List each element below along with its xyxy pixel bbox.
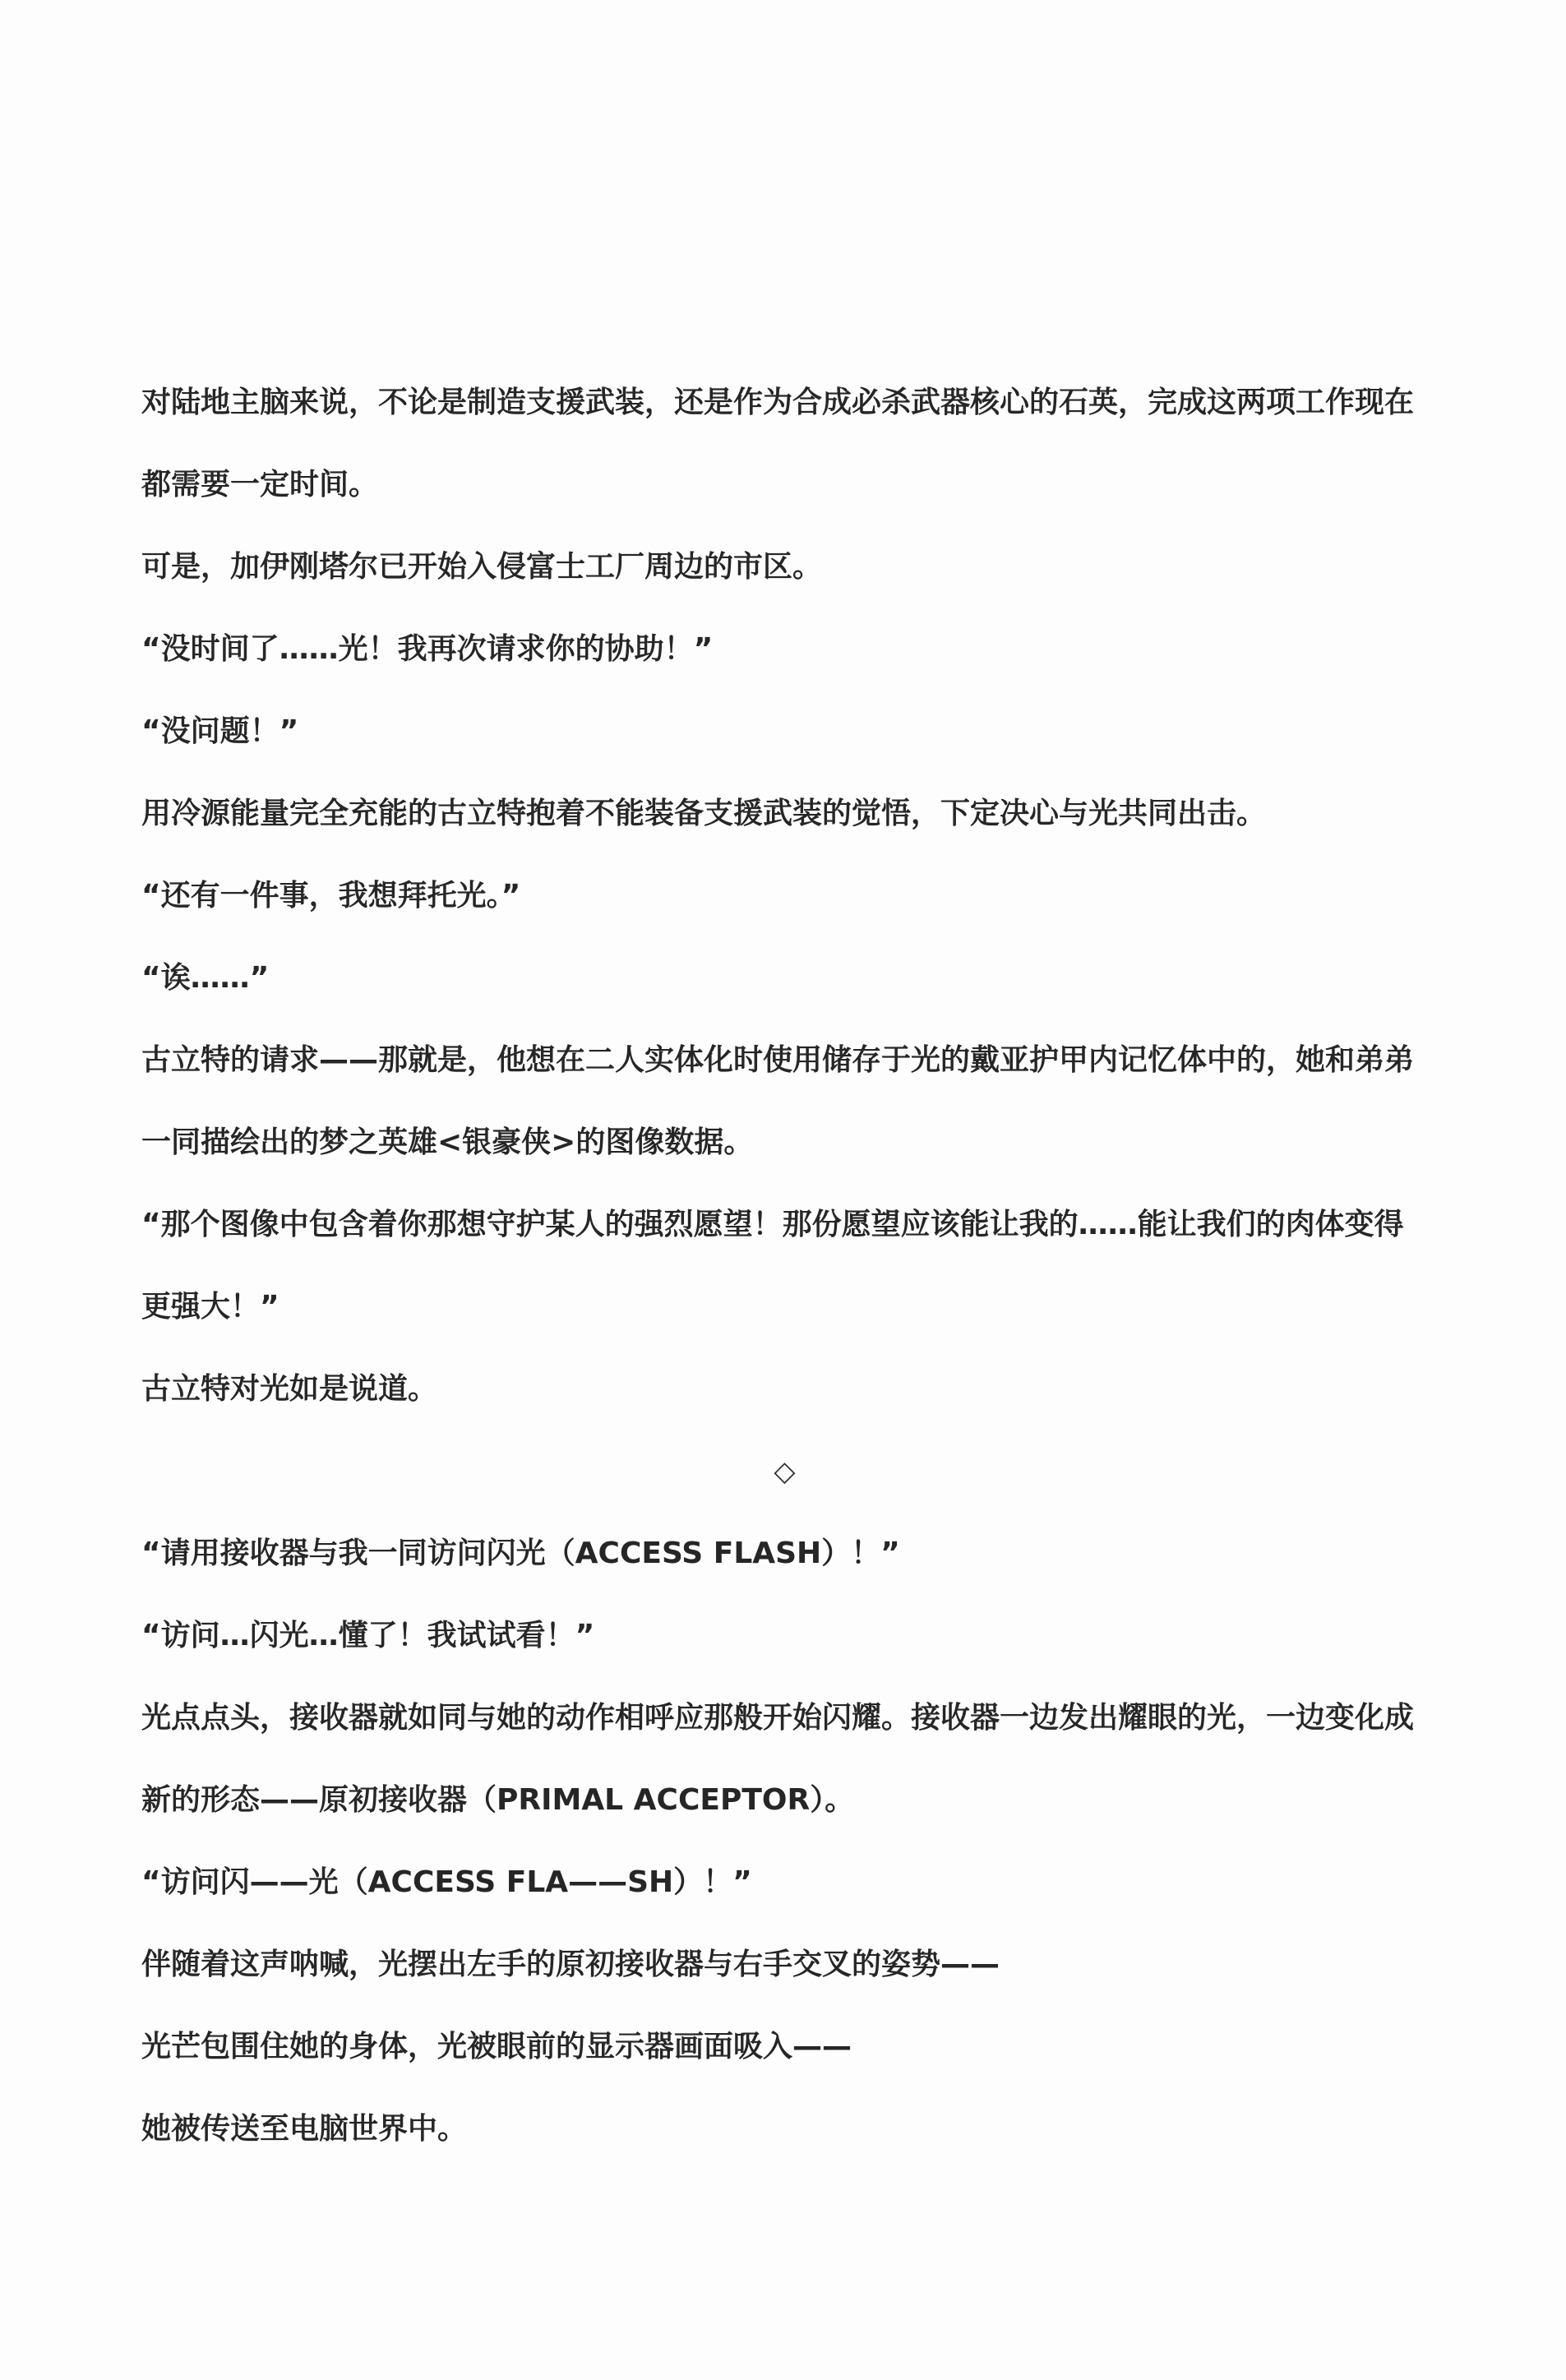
paragraph: “访问…闪光…懂了！我试试看！” [141,1619,595,1652]
paragraph: 她被传送至电脑世界中。 [141,2112,468,2146]
paragraph: 用冷源能量完全充能的古立特抱着不能装备支援武装的觉悟，下定决心与光共同出击。 [141,797,1267,830]
paragraph: 可是，加伊刚塔尔已开始入侵富士工厂周边的市区。 [141,550,823,584]
paragraph: “请用接收器与我一同访问闪光（ACCESS FLASH）！” [141,1537,900,1570]
paragraph: “没时间了……光！我再次请求你的协助！” [141,632,714,666]
paragraph: 对陆地主脑来说，不论是制造支援武装，还是作为合成必杀武器核心的石英，完成这两项工作现在都需要一定时间。 [141,386,1415,501]
body-text [141,362,1428,2170]
paragraph: “诶……” [141,961,270,995]
paragraph: “那个图像中包含着你那想守护某人的强烈愿望！那份愿望应该能让我的……能让我们的肉体变得更强大！” [141,1208,1404,1324]
scene-separator: ◇ [774,1455,796,1488]
paragraph: 光芒包围住她的身体，光被眼前的显示器画面吸入—— [141,2030,852,2063]
paragraph: “没问题！” [141,714,299,748]
paragraph: 光点点头，接收器就如同与她的动作相呼应那般开始闪耀。接收器一边发出耀眼的光，一边变化成新的形态——原初接收器（PRIMAL ACCEPTOR）。 [141,1701,1415,1817]
paragraph: “访问闪——光（ACCESS FLA——SH）！” [141,1865,752,1899]
paragraph: “还有一件事，我想拜托光。” [141,879,521,913]
paragraph: 古立特对光如是说道。 [141,1372,438,1406]
paragraph: 伴随着这声呐喊，光摆出左手的原初接收器与右手交叉的姿势—— [141,1948,1000,1981]
paragraph: 古立特的请求——那就是，他想在二人实体化时使用储存于光的戴亚护甲内记忆体中的，她和弟弟一同描绘出的梦之英雄<银豪侠>的图像数据。 [141,1043,1415,1159]
